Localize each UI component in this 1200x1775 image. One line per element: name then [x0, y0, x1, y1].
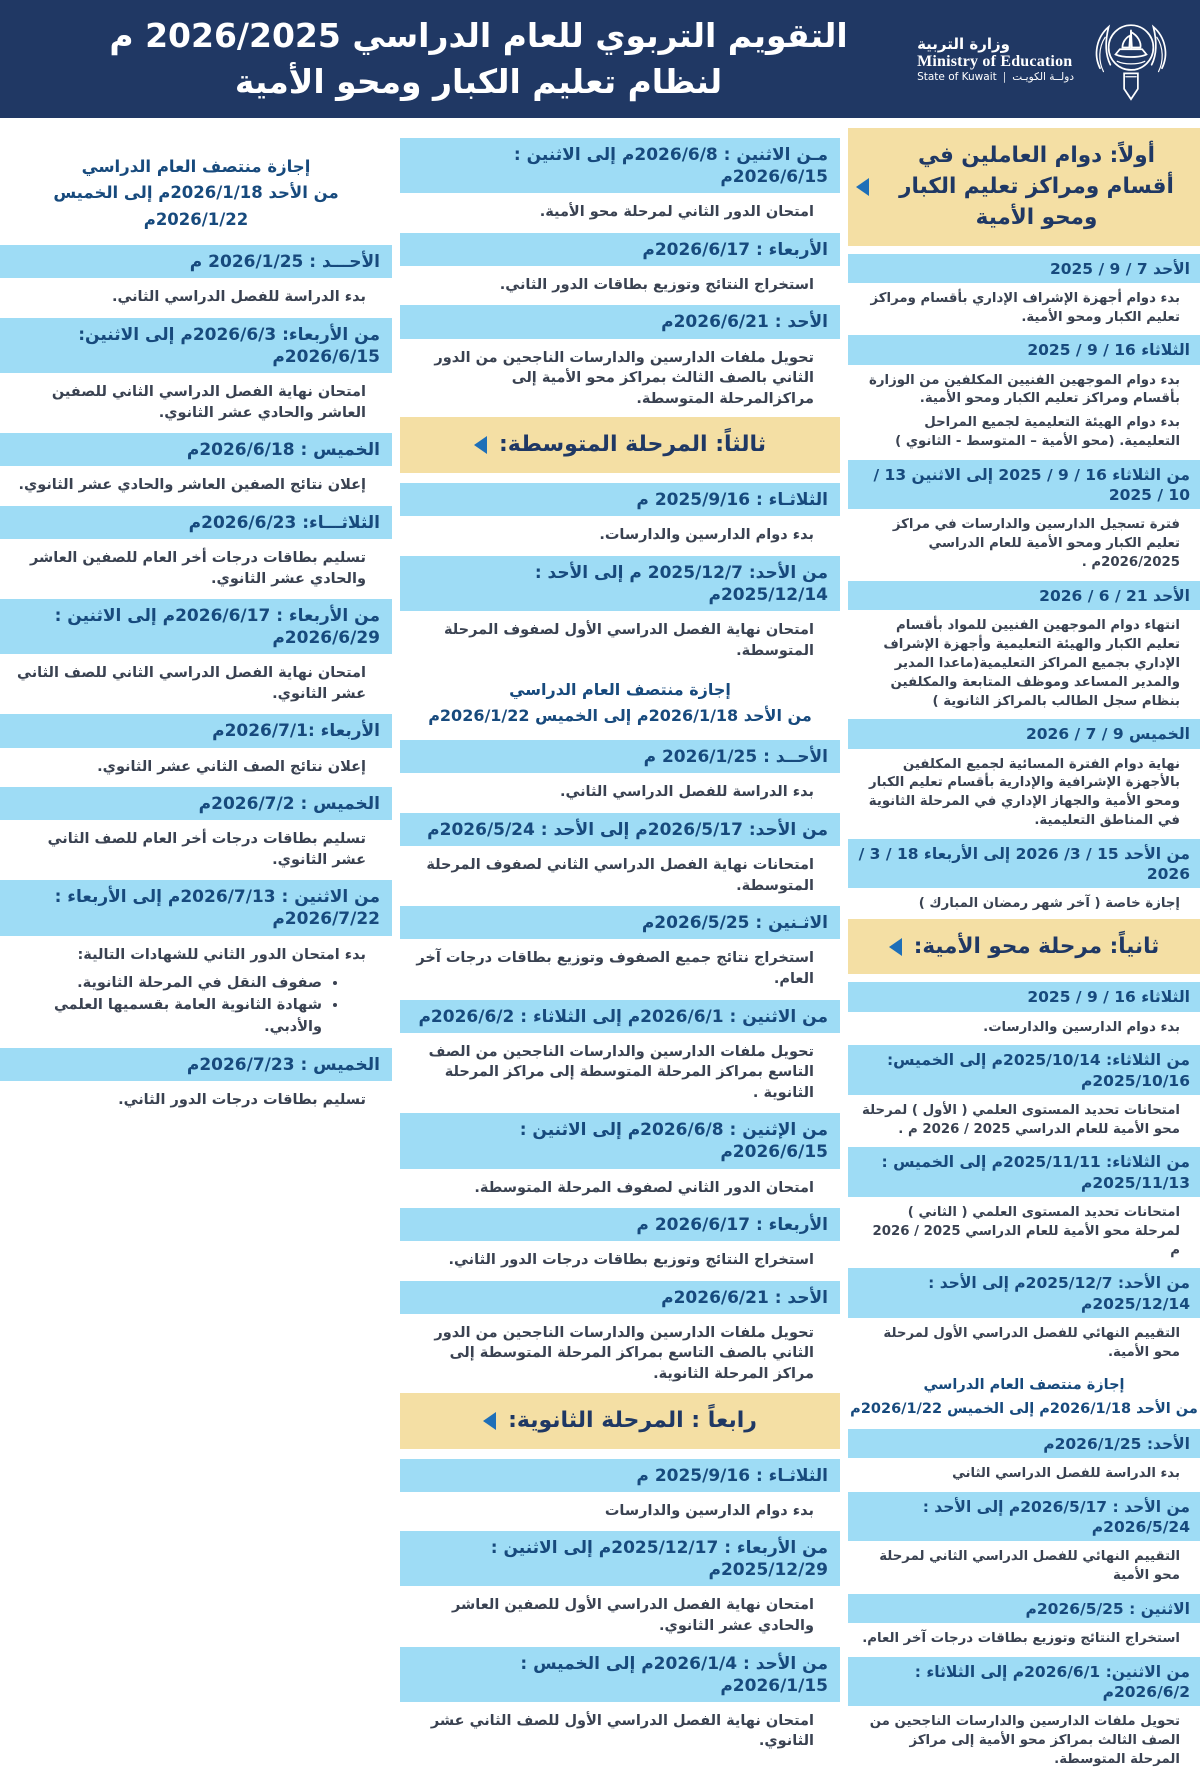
event-description: إجازة خاصة ( آخر شهر رمضان المبارك ): [918, 896, 1180, 912]
date-bar: الأحد : 2026/6/21م: [400, 1281, 840, 1314]
event-description: فترة تسجيل الدارسين والدارسات في مراكز تعليم الكبار ومحو الأمية للعام الدراسي 2026/2025م .: [892, 517, 1180, 571]
note-line: من الأحد 2026/1/18م إلى الخميس 2026/1/22م: [428, 705, 812, 725]
triangle-marker-icon: [474, 436, 487, 454]
date-bar: الأحد : 2026/6/21م: [400, 305, 840, 338]
column-staff-and-literacy: [848, 128, 1200, 1775]
section-heading: [400, 1393, 840, 1449]
note-line: من الأحد 2026/1/18م إلى الخميس 2026/1/22م: [850, 1400, 1198, 1417]
event-description: بدء الدراسة للفصل الدراسي الثاني.: [559, 784, 814, 801]
note-line: إجازة منتصف العام الدراسي: [923, 1377, 1125, 1394]
date-bar: الأربعاء :2026/7/1م: [0, 714, 392, 747]
event-description: امتحانات تحديد المستوى العلمي ( الأول ) لمرحلة محو الأمية للعام الدراسي 2025 / 2026 م .: [862, 1102, 1180, 1137]
state-of-kuwait-line: [917, 71, 1074, 83]
date-bar: من الثلاثاء: 2025/10/14م إلى الخميس: 2025/10/16م: [848, 1045, 1200, 1094]
date-bar: الأحد: 2026/1/25م: [848, 1429, 1200, 1458]
date-bar: من الاثنين : 2026/6/1م إلى الثلاثاء : 2026/6/2م: [400, 1000, 840, 1033]
event-description: بدء الدراسة للفصل الدراسي الثاني.: [111, 289, 366, 306]
event-description: امتحان نهاية الفصل الدراسي الأول لصفوف المرحلة المتوسطة.: [443, 622, 814, 659]
date-bar: الخميس 9 / 7 / 2026: [848, 719, 1200, 748]
date-bar: من الاثنين: 2026/6/1م إلى الثلاثاء : 2026/6/2م: [848, 1657, 1200, 1706]
date-bar: الاثـنين : 2026/5/25م: [400, 906, 840, 939]
event-description: بدء الدراسة للفصل الدراسي الثاني: [952, 1465, 1180, 1481]
event-description: نهاية دوام الفترة المسائية لجميع المكلفين بالأجهزة الإشرافية والإدارية بأقسام تعليم الكبار ومحو الأمية والجهاز الإداري في المرحلة الثانوية في المناطق التعليمية.: [868, 756, 1180, 829]
section-heading-label: ثالثاً: المرحلة المتوسطة:: [498, 432, 767, 458]
date-bar: الأحد 7 / 9 / 2025: [848, 254, 1200, 283]
event-description: بدء دوام الدارسين والدارسات.: [983, 1019, 1180, 1035]
triangle-marker-icon: [483, 1412, 496, 1430]
page-header: [0, 0, 1200, 118]
date-bar: من الاثنين : 2026/7/13م إلى الأربعاء : 2026/7/22م: [0, 880, 392, 935]
event-description: التقييم النهائي للفصل الدراسي الأول لمرحلة محو الأمية.: [883, 1325, 1180, 1360]
state-name-arabic: دولــة الكويـت: [1012, 71, 1074, 83]
date-bar: من الأحد : 2026/1/4م إلى الخميس : 2026/1/15م: [400, 1647, 840, 1702]
event-description: تحويل ملفات الدارسين والدارسات الناجحين من الصف الثالث بمراكز محو الأمية إلى مراكز المرحلة المتوسطة.: [869, 1714, 1180, 1767]
note-line: من الأحد 2026/1/18م إلى الخميس 2026/1/22م: [53, 183, 339, 229]
date-bar: من الأحد: 2025/12/7 م إلى الأحد : 2025/12/14م: [400, 556, 840, 611]
state-name-english: State of Kuwait: [917, 71, 997, 83]
event-description: التقييم النهائي للفصل الدراسي الثاني لمرحلة محو الأمية: [879, 1549, 1180, 1583]
page-title: [10, 13, 917, 104]
event-description: امتحان نهاية الفصل الدراسي الثاني للصفين العاشر والحادي عشر الثانوي.: [51, 384, 366, 421]
section-heading: [848, 128, 1200, 246]
note-line: إجازة منتصف العام الدراسي: [509, 680, 731, 700]
certificates-list: [0, 973, 392, 1038]
event-description: استخراج النتائج وتوزيع بطاقات درجات الدور الثاني.: [448, 1252, 814, 1269]
event-description: بدء دوام الهيئة التعليمية لجميع المراحل التعليمية. (محو الأمية – المتوسط - الثانوي ): [895, 415, 1180, 450]
event-description: انتهاء دوام الموجهين الفنيين للمواد بأقسام تعليم الكبار والهيئة التعليمية وأجهزة الإشراف الإداري بجميع المراكز التعليمية(ماعدا المدير والمدير المساعد وموظف المتابعة والمكلفين بنظام سجل الطالب بالمراكز الثانوية ): [883, 618, 1180, 709]
ministry-name-english: Ministry of Education: [917, 53, 1073, 70]
section-heading-label: ثانياً: مرحلة محو الأمية:: [913, 934, 1160, 960]
note-line: إجازة منتصف العام الدراسي: [81, 157, 311, 176]
event-description: امتحان الدور الثاني لصفوف المرحلة المتوسطة.: [474, 1179, 814, 1196]
column-secondary-second-term: [0, 128, 392, 1119]
date-bar: الخميس : 2026/7/23م: [0, 1048, 392, 1081]
date-bar: من الأحد: 2025/12/7م إلى الأحد : 2025/12/14م: [848, 1268, 1200, 1317]
event-description: استخراج النتائج وتوزيع بطاقات درجات آخر العام.: [862, 1630, 1180, 1646]
certificates-list-item: • صفوف النقل في المرحلة الثانوية.: [10, 973, 322, 995]
calendar-columns: [0, 118, 1200, 1775]
section-heading: [848, 919, 1200, 974]
date-bar: الثلاثـاء : 2025/9/16 م: [400, 1459, 840, 1492]
date-bar: الثلاثاء 16 / 9 / 2025: [848, 335, 1200, 364]
event-description: تسليم بطاقات درجات أخر العام للصف الثاني عشر الثانوي.: [47, 831, 366, 868]
event-description: استخراج نتائج جميع الصفوف وتوزيع بطاقات درجات آخر العام.: [416, 950, 814, 987]
date-bar: الخميس : 2026/6/18م: [0, 433, 392, 466]
page-title-line2: لنظام تعليم الكبار ومحو الأمية: [234, 62, 723, 101]
event-description: بدء دوام الدارسين والدارسات: [604, 1502, 814, 1519]
date-bar: من الثلاثاء: 2025/11/11م إلى الخميس : 2025/11/13م: [848, 1147, 1200, 1196]
section-heading-label: أولاً: دوام العاملين في أقسام ومراكز تعليم الكبار ومحو الأمية: [899, 143, 1174, 231]
date-bar: من الأربعاء : 2026/6/17م إلى الاثنين : 2026/6/29م: [0, 599, 392, 654]
date-bar: الخميس : 2026/7/2م: [0, 787, 392, 820]
date-bar: من الثلاثاء 16 / 9 / 2025 إلى الاثنين 13 / 10 / 2025: [848, 460, 1200, 509]
event-description: تسليم بطاقات درجات أخر العام للصفين العاشر والحادي عشر الثانوي.: [30, 549, 366, 587]
event-description: بدء امتحان الدور الثاني للشهادات التالية:: [77, 946, 366, 963]
date-bar: مـن الاثنين : 2026/6/8م إلى الاثنين : 2026/6/15م: [400, 138, 840, 193]
event-description: امتحانات نهاية الفصل الدراسي الثاني لصفوف المرحلة المتوسطة.: [426, 857, 814, 894]
event-description: تحويل ملفات الدارسين والدارسات الناجحين من الدور الثاني بالصف الثالث بمراكز محو الأمية إلى مراكزالمرحلة المتوسطة.: [434, 349, 814, 407]
date-bar: الثلاثاء 16 / 9 / 2025: [848, 982, 1200, 1011]
date-bar: الأربعاء : 2026/6/17م: [400, 233, 840, 266]
ministry-logo: [917, 11, 1174, 107]
date-bar: من الأحد 15 / 3/ 2026 إلى الأربعاء 18 / 3 / 2026: [848, 839, 1200, 888]
event-description: بدء دوام الدارسين والدارسات.: [599, 527, 814, 544]
date-bar: الأربعاء : 2026/6/17 م: [400, 1208, 840, 1241]
date-bar: الثلاثـــاء: 2026/6/23م: [0, 506, 392, 539]
date-bar: من الإثنين : 2026/6/8م إلى الاثنين : 2026/6/15م: [400, 1113, 840, 1168]
kuwait-state-emblem-icon: [1088, 11, 1174, 107]
event-description: امتحان نهاية الفصل الدراسي الأول للصف الثاني عشر الثانوي.: [430, 1712, 814, 1750]
separator: |: [1002, 71, 1007, 83]
column-intermediate-secondary: [400, 128, 840, 1760]
midyear-holiday-note: [0, 154, 392, 233]
event-description: بدء دوام الموجهين الفنيين المكلفين من الوزارة بأقسام ومراكز تعليم الكبار ومحو الأمية.: [869, 372, 1180, 407]
event-description: إعلان نتائج الصفين العاشر والحادي عشر الثانوي.: [18, 477, 366, 494]
event-description: امتحان نهاية الفصل الدراسي الأول للصفين العاشر والحادي عشر الثانوي.: [452, 1597, 814, 1634]
event-description: تسليم بطاقات درجات الدور الثاني.: [118, 1092, 366, 1109]
date-bar: من الأحد: 2026/5/17م إلى الأحد : 2026/5/24م: [400, 813, 840, 846]
event-description: امتحانات تحديد المستوى العلمي ( الثاني ) لمرحلة محو الأمية للعام الدراسي 2025 / 2026 م: [872, 1204, 1180, 1258]
midyear-holiday-note: [400, 677, 840, 728]
ministry-name-arabic: وزارة التربية: [917, 35, 1010, 53]
date-bar: الأحـــد : 2026/1/25 م: [0, 245, 392, 278]
page-title-line1: التقويم التربوي للعام الدراسي 2026/2025 م: [109, 16, 848, 56]
certificates-list-item: • شهادة الثانوية العامة بقسميها العلمي والأدبي.: [10, 995, 322, 1039]
triangle-marker-icon: [889, 938, 902, 956]
event-description: امتحان الدور الثاني لمرحلة محو الأمية.: [539, 204, 814, 221]
event-description: امتحان نهاية الفصل الدراسي الثاني للصف الثاني عشر الثانوي.: [17, 665, 366, 702]
date-bar: من الأربعاء: 2026/6/3م إلى الاثنين: 2026/6/15م: [0, 318, 392, 373]
date-bar: الثلاثـاء : 2025/9/16 م: [400, 483, 840, 516]
triangle-marker-icon: [856, 178, 869, 196]
section-heading-label: رابعاً : المرحلة الثانوية:: [508, 1407, 757, 1433]
event-description: استخراج النتائج وتوزيع بطاقات الدور الثاني.: [499, 276, 814, 293]
date-bar: الأحد 21 / 6 / 2026: [848, 581, 1200, 610]
date-bar: من الأربعاء : 2025/12/17م إلى الاثنين : 2025/12/29م: [400, 1531, 840, 1586]
event-description: إعلان نتائج الصف الثاني عشر الثانوي.: [97, 758, 366, 775]
date-bar: الاثنين : 2026/5/25م: [848, 1594, 1200, 1623]
event-description: تحويل ملفات الدارسين والدارسات الناجحين من الدور الثاني بالصف التاسع بمراكز المرحلة المتوسطة إلى مراكز المرحلة الثانوية.: [434, 1324, 814, 1383]
section-heading: [400, 417, 840, 473]
midyear-holiday-note: [848, 1374, 1200, 1420]
event-description: بدء دوام أجهزة الإشراف الإداري بأقسام ومراكز تعليم الكبار ومحو الأمية.: [870, 290, 1180, 325]
date-bar: من الأحد : 2026/5/17م إلى الأحد : 2026/5/24م: [848, 1492, 1200, 1541]
event-description: تحويل ملفات الدارسين والدارسات الناجحين من الصف التاسع بمراكز المرحلة المتوسطة إلى مراكز المرحلة الثانوية .: [428, 1043, 814, 1101]
date-bar: الأحــد : 2026/1/25 م: [400, 740, 840, 773]
